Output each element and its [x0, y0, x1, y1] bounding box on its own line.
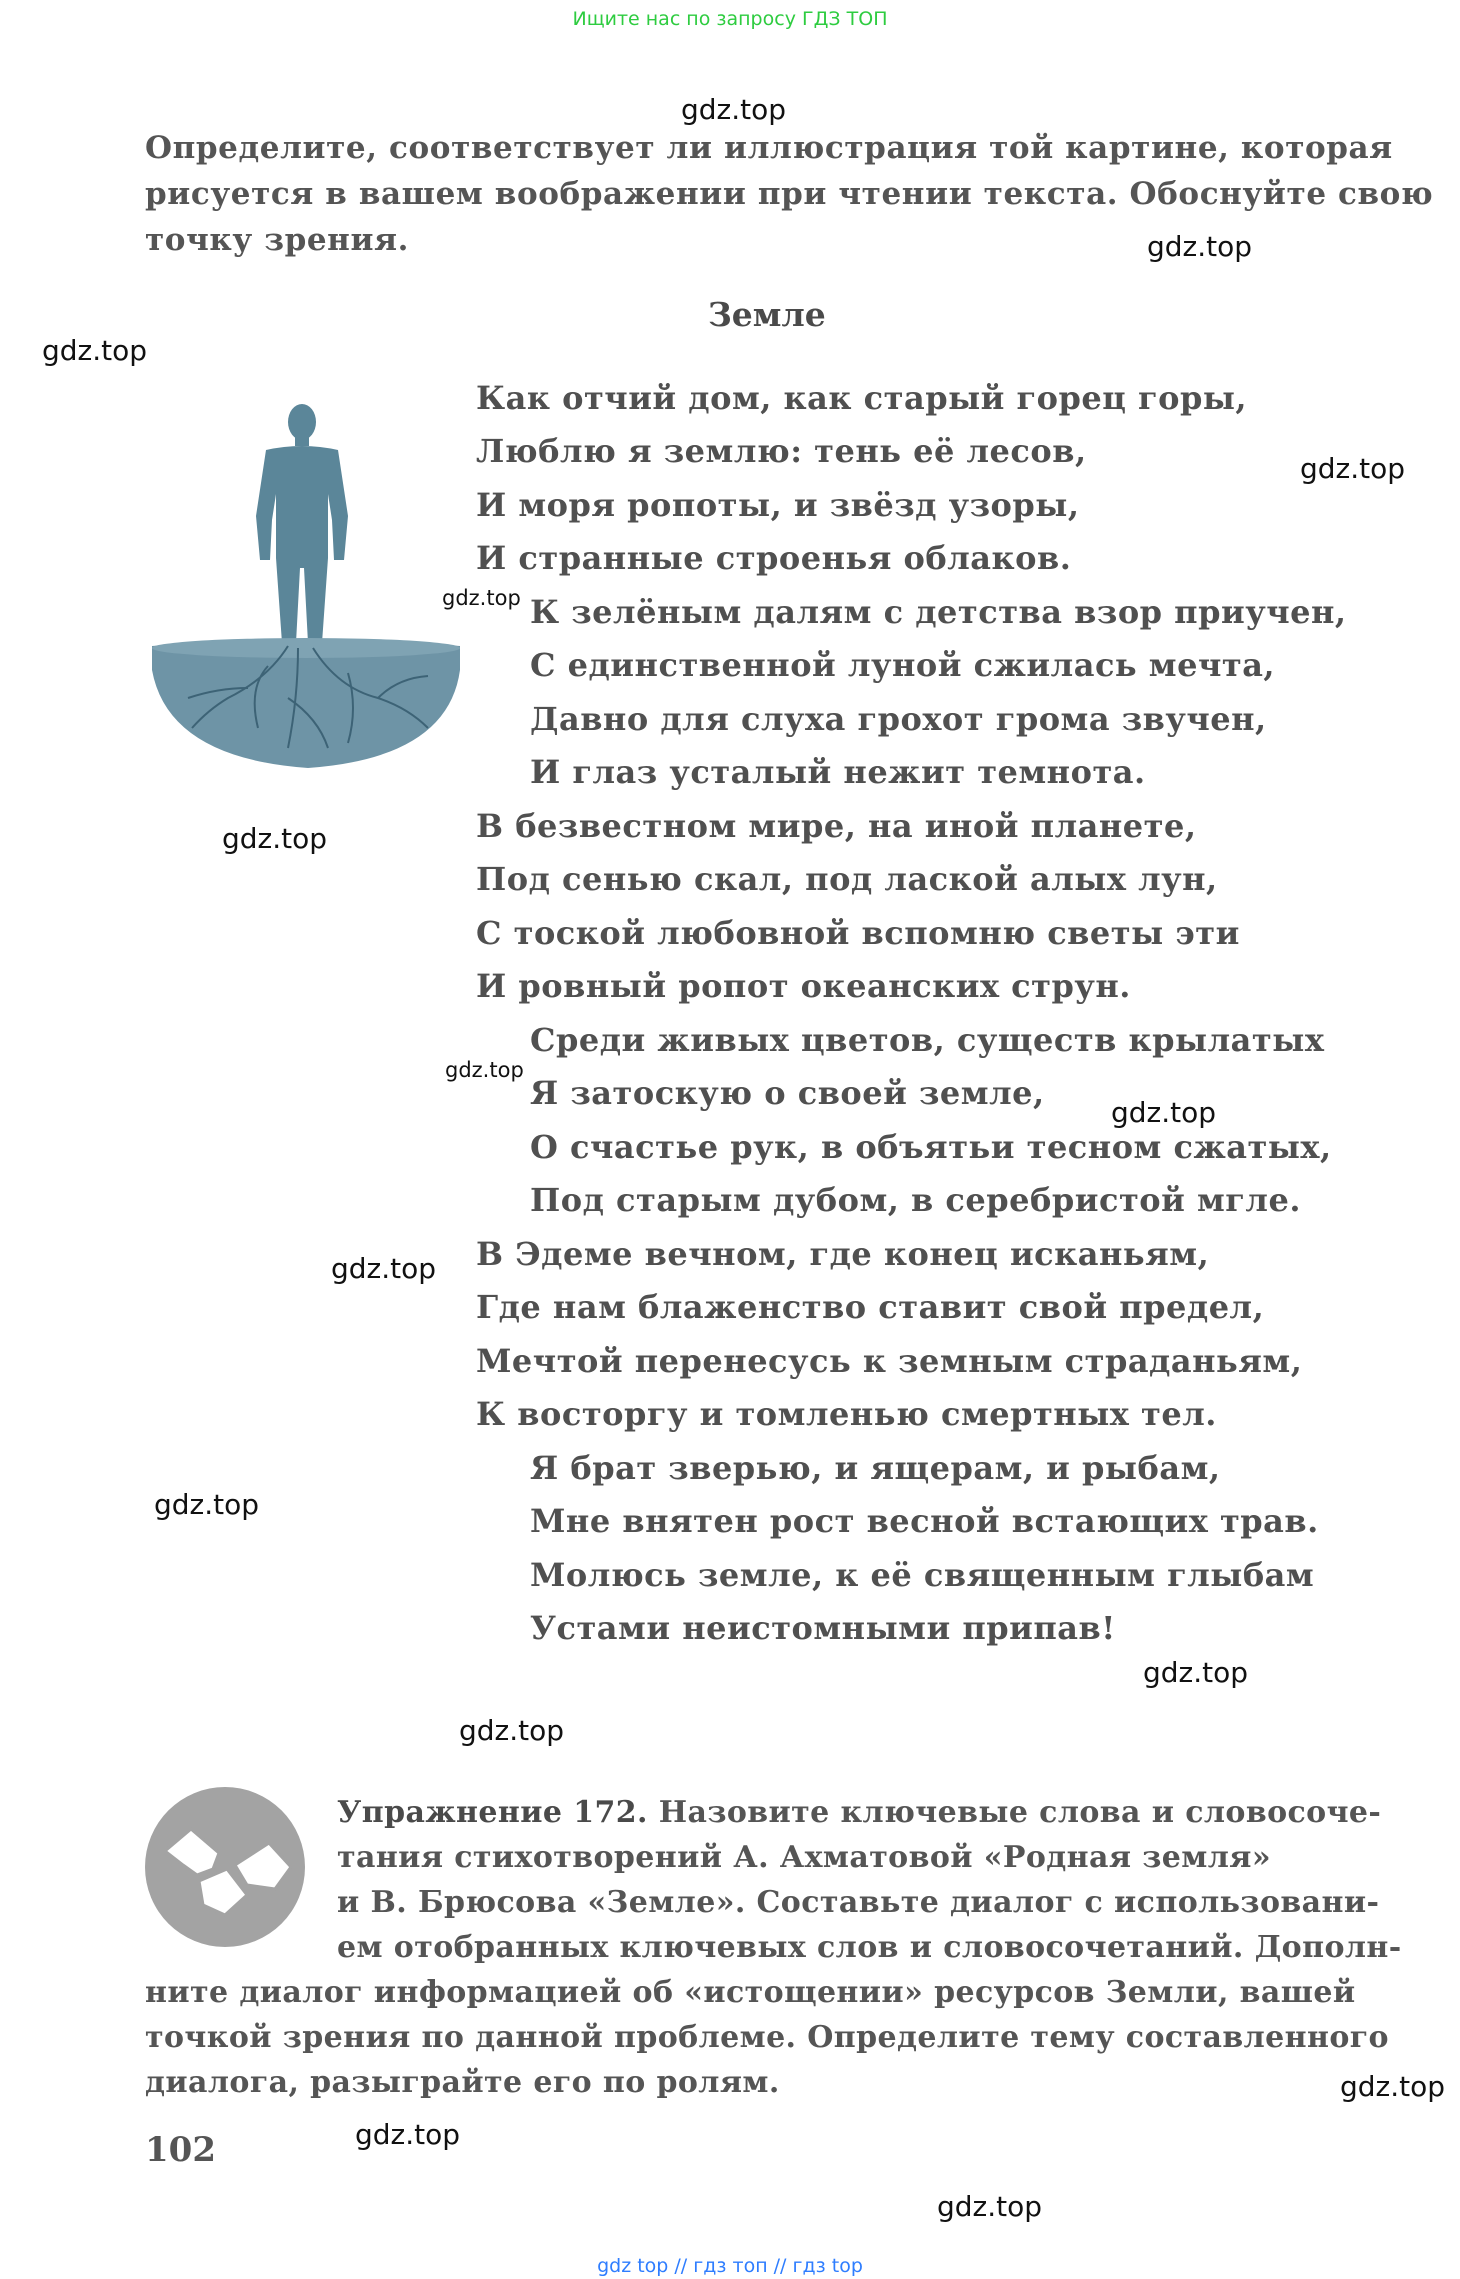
page-number: 102: [145, 2130, 216, 2170]
poem-line: Молюсь земле, к её священным глыбам: [530, 1556, 1315, 1594]
exercise-line: диалога, разыграйте его по ролям.: [145, 2065, 780, 2100]
poem-line: Я затоскую о своей земле,: [530, 1074, 1045, 1112]
poem-line: Давно для слуха грохот грома звучен,: [530, 700, 1267, 738]
intro-line: точку зрения.: [145, 222, 409, 258]
watermark: gdz.top: [222, 822, 328, 855]
poem-line: В Эдеме вечном, где конец исканьям,: [476, 1235, 1210, 1273]
exercise-line: и В. Брюсова «Земле». Составьте диалог с использовани-: [337, 1885, 1380, 1920]
watermark: gdz.top: [445, 1058, 524, 1082]
man-with-roots-illustration: [148, 398, 468, 790]
poem-line: О счастье рук, в объятьи тесном сжатых,: [530, 1128, 1332, 1166]
watermark: gdz.top: [331, 1252, 437, 1285]
exercise-line: ем отобранных ключевых слов и словосочетаний. Дополн-: [337, 1930, 1402, 1965]
poem-line: И глаз усталый нежит темнота.: [530, 753, 1146, 791]
poem-line: Под старым дубом, в серебристой мгле.: [530, 1181, 1301, 1219]
poem-line: Где нам блаженство ставит свой предел,: [476, 1288, 1265, 1326]
poem-title: Земле: [708, 295, 826, 334]
watermark: gdz.top: [681, 93, 787, 126]
exercise-line: точкой зрения по данной проблеме. Определите тему составленного: [145, 2020, 1389, 2055]
intro-line: рисуется в вашем воображении при чтении текста. Обоснуйте свою: [145, 176, 1434, 212]
watermark: gdz.top: [1300, 452, 1406, 485]
exercise-label: Упражнение 172.: [337, 1795, 648, 1830]
watermark: gdz.top: [459, 1714, 565, 1747]
watermark: gdz.top: [1340, 2070, 1446, 2103]
poem-line: В безвестном мире, на иной планете,: [476, 807, 1197, 845]
exercise-172: [145, 1790, 1405, 2105]
poem-line: Мне внятен рост весной встающих трав.: [530, 1502, 1319, 1540]
watermark: gdz.top: [1147, 230, 1253, 263]
watermark: gdz.top: [1143, 1656, 1249, 1689]
poem-line: Под сенью скал, под лаской алых лун,: [476, 860, 1218, 898]
poem-line: Среди живых цветов, существ крылатых: [530, 1021, 1325, 1059]
poem-line: К зелёным далям с детства взор приучен,: [530, 593, 1347, 631]
watermark: gdz.top: [1111, 1096, 1217, 1129]
exercise-line: Назовите ключевые слова и словосоче-: [658, 1795, 1382, 1830]
watermark: gdz.top: [154, 1488, 260, 1521]
poem-line: С тоской любовной вспомню светы эти: [476, 914, 1240, 952]
exercise-line: тания стихотворений А. Ахматовой «Родная земля»: [337, 1840, 1272, 1875]
bottom-banner[interactable]: gdz top // гдз топ // гдз top: [597, 2255, 863, 2277]
top-banner[interactable]: Ищите нас по запросу ГДЗ ТОП: [572, 8, 888, 30]
poem-line: И моря ропоты, и звёзд узоры,: [476, 486, 1080, 524]
poem-line: С единственной луной сжилась мечта,: [530, 646, 1276, 684]
poem-line: Мечтой перенесусь к земным страданьям,: [476, 1342, 1303, 1380]
poem-line: И ровный ропот океанских струн.: [476, 967, 1131, 1005]
poem-line: Я брат зверью, и ящерам, и рыбам,: [530, 1449, 1221, 1487]
watermark: gdz.top: [937, 2190, 1043, 2223]
watermark: gdz.top: [442, 586, 521, 610]
watermark: gdz.top: [42, 334, 148, 367]
intro-line: Определите, соответствует ли иллюстрация той картине, которая: [145, 130, 1393, 166]
poem-line: Люблю я землю: тень её лесов,: [476, 432, 1087, 470]
watermark: gdz.top: [355, 2118, 461, 2151]
poem-line: Устами неистомными припав!: [530, 1609, 1116, 1647]
exercise-line: ните диалог информацией об «истощении» ресурсов Земли, вашей: [145, 1975, 1356, 2010]
poem-line: Как отчий дом, как старый горец горы,: [476, 379, 1248, 417]
poem-line: К восторгу и томленью смертных тел.: [476, 1395, 1217, 1433]
poem-line: И странные строенья облаков.: [476, 539, 1072, 577]
